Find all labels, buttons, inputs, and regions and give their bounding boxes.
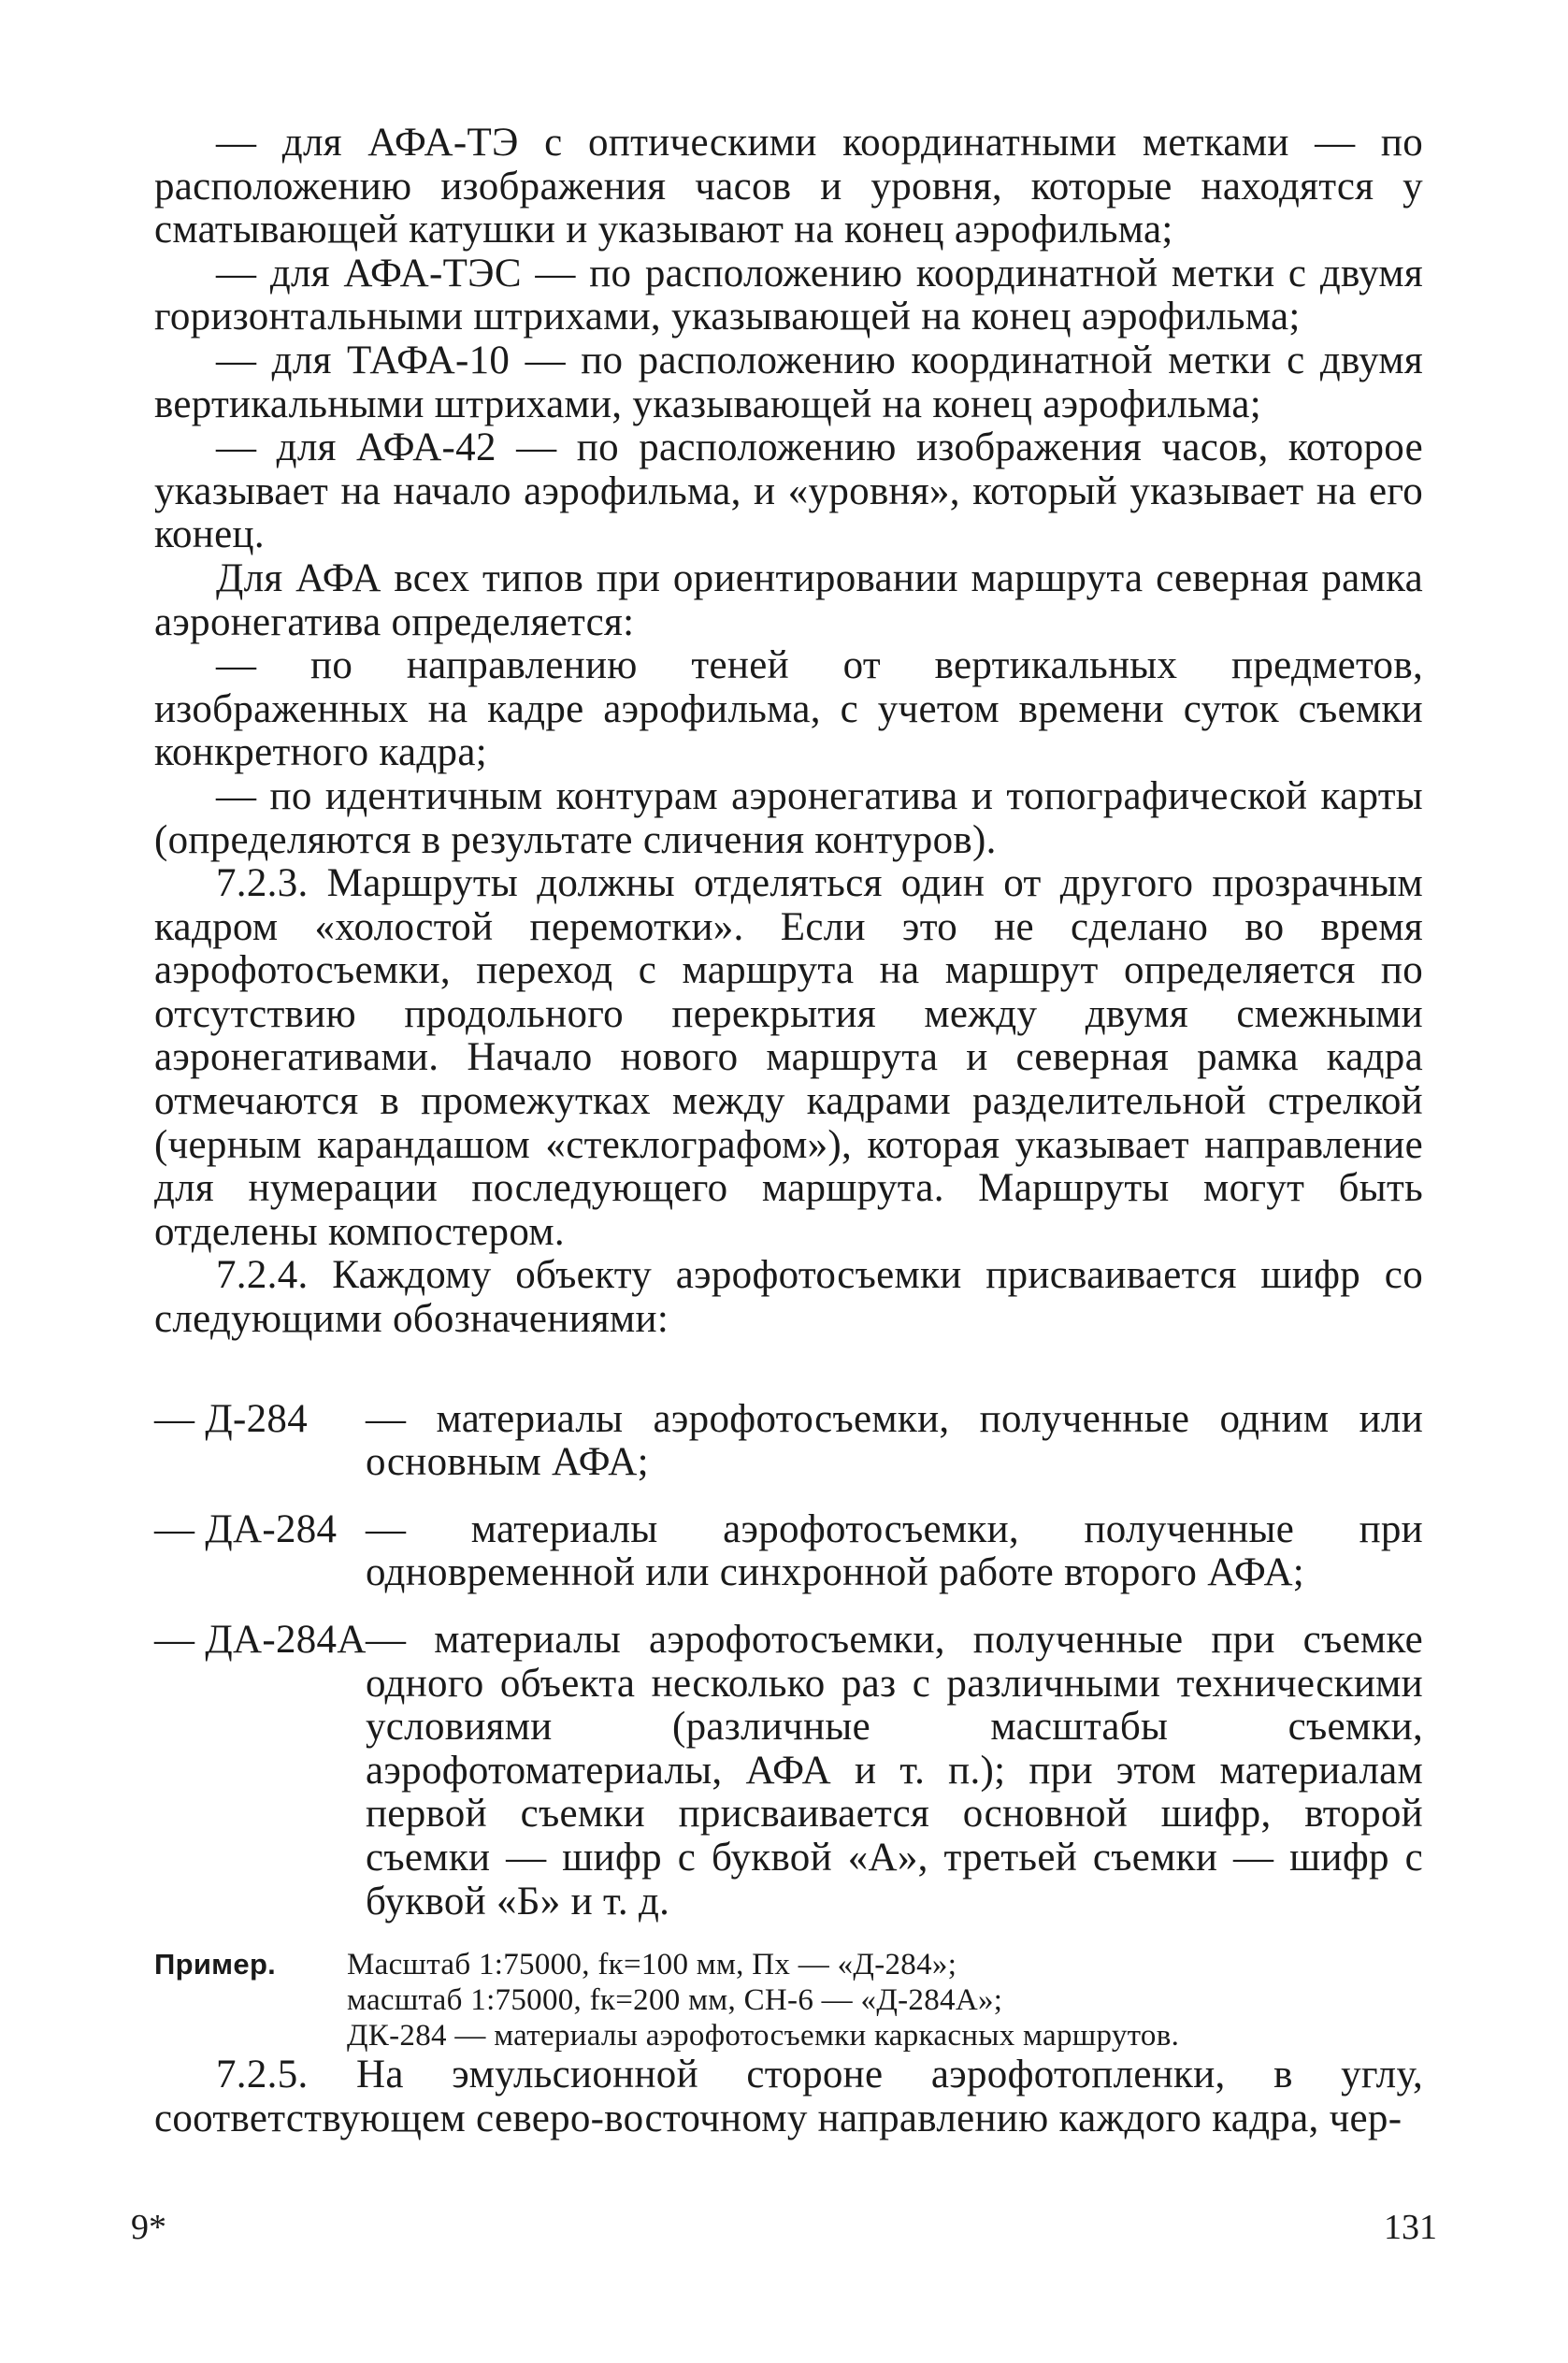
page-number: 131 [1384,2208,1437,2247]
example-label: Пример. [154,1948,277,1981]
example-line: ДК-284 — материалы аэрофотосъемки каркасных маршрутов. [347,2019,1180,2053]
paragraph-tafa-10: — для ТАФА-10 — по расположению координатной метки с двумя вертикальными штрихами, указывающей на конец аэрофильма; [154,338,1423,426]
paragraph-7-2-5: 7.2.5. На эмульсионной стороне аэрофотопленки, в углу, соответствующем северо-восточному направлению каждого кадра, чер- [154,2053,1423,2140]
code-label: — Д-284 [154,1396,309,1441]
paragraph-afa-te: — для АФА-ТЭ с оптическими координатными метками — по расположению изображения часов и уровня, которые находятся у сматывающей катушки и указывают на конец аэрофильма; [154,121,1423,252]
example-line: масштаб 1:75000, fк=200 мм, СН-6 — «Д-284А»; [347,1983,1003,2018]
code-label: — ДА-284А [154,1618,367,1662]
paragraph-orientation: Для АФА всех типов при ориентировании маршрута северная рамка аэронегатива определяется: [154,555,1423,644]
example-block [154,1947,1423,2053]
code-description: — материалы аэрофотосъемки, полученные при одновременной или синхронной работе второго АФА; [366,1506,1423,1595]
code-row [154,1508,1423,1595]
paragraph-afa-tes: — для АФА-ТЭС — по расположению координатной метки с двумя горизонтальными штрихами, указывающей на конец аэрофильма; [154,251,1423,339]
code-row [154,1398,1423,1485]
body-text [154,122,1423,2140]
code-row [154,1619,1423,1924]
code-description: — материалы аэрофотосъемки, полученные при съемке одного объекта несколько раз с различными техническими условиями (различные масштабы съемки, аэрофотоматериалы, АФА и т. п.); при этом материалам первой съемки присваивается основной шифр, второй съемки — шифр с буквой «А», третьей съемки — шифр с буквой «Б» и т. д. [366,1618,1423,1924]
code-description: — материалы аэрофотосъемки, полученные одним или основным АФА; [366,1396,1423,1485]
example-lines [347,1947,1179,2053]
paragraph-7-2-3: 7.2.3. Маршруты должны отделяться один от другого прозрачным кадром «холостой перемотки». Если это не сделано во время аэрофотосъемки, переход с маршрута на маршрут определяется по отсутствию продольного перекрытия между двумя смежными аэронегативами. Начало нового маршрута и северная рамка кадра отмечаются в промежутках между кадрами разделительной стрелкой (черным карандашом «стеклографом»), которая указывает направление для нумерации последующего маршрута. Маршруты могут быть отделены компостером. [154,861,1423,1254]
paragraph-contours: — по идентичным контурам аэронегатива и топографической карты (определяются в результате сличения контуров). [154,773,1423,862]
signature-mark: 9* [131,2208,166,2247]
code-list [154,1398,1423,1924]
example-line: Масштаб 1:75000, fк=100 мм, Пх — «Д-284»; [347,1948,957,1982]
page-footer [131,2207,1437,2248]
paragraph-shadows: — по направлению теней от вертикальных предметов, изображенных на кадре аэрофильма, с учетом времени суток съемки конкретного кадра; [154,643,1423,775]
paragraph-afa-42: — для АФА-42 — по расположению изображения часов, которое указывает на начало аэрофильма, и «уровня», который указывает на его конец. [154,425,1423,557]
code-label: — ДА-284 [154,1506,338,1551]
paragraph-7-2-4: 7.2.4. Каждому объекту аэрофотосъемки присваивается шифр со следующими обозначениями: [154,1253,1423,1342]
